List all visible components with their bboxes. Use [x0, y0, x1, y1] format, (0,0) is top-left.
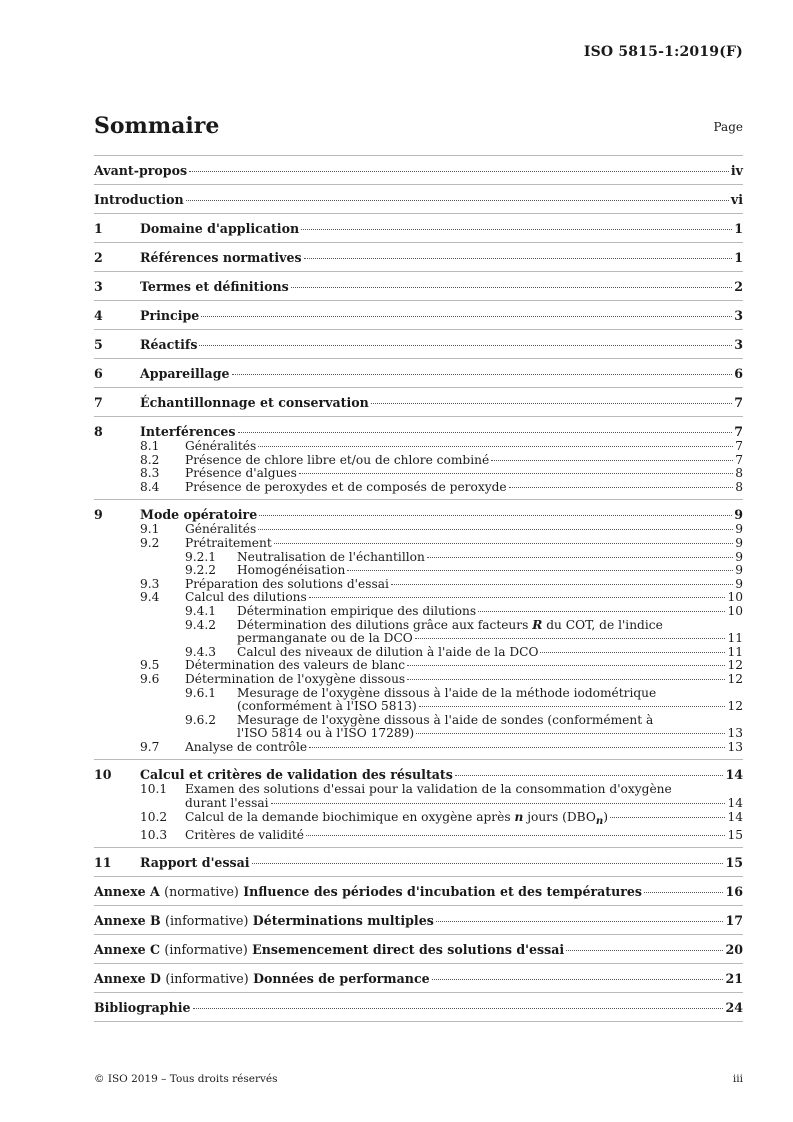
toc-page-number: 9	[735, 563, 743, 578]
toc-section-number: 8	[94, 424, 103, 439]
toc-page-number: 20	[725, 942, 743, 958]
toc-entry-10-1-line1[interactable]: 10.1 Examen des solutions d'essai pour la validation de la consommation d'oxygène	[140, 782, 672, 797]
toc-entry-8-2[interactable]: 8.2 Présence de chlore libre et/ou de chlore combiné 7	[140, 452, 743, 467]
toc-entry-section-1[interactable]: 1 Domaine d'application 1	[94, 221, 743, 236]
toc-section-number: 8.4	[140, 479, 160, 494]
leader-dots	[427, 557, 733, 558]
leader-dots	[455, 775, 724, 776]
divider	[94, 963, 743, 964]
toc-entry-9-6-2-line1[interactable]: 9.6.2 Mesurage de l'oxygène dissous à l'aide de sondes (conformément à	[185, 712, 654, 727]
toc-page-number: 13	[727, 739, 743, 754]
toc-entry-section-7[interactable]: 7 Échantillonnage et conservation 7	[94, 395, 743, 410]
toc-page-number: 14	[725, 767, 743, 783]
toc-page-number: vi	[730, 192, 743, 207]
toc-entry-9-2-2[interactable]: 9.2.2 Homogénéisation 9	[185, 563, 743, 578]
toc-section-number: 3	[94, 279, 103, 294]
divider	[94, 271, 743, 272]
toc-entry-9-6-2-line2[interactable]: l'ISO 5814 ou à l'ISO 17289) 13	[237, 726, 743, 741]
divider	[94, 300, 743, 301]
leader-dots	[238, 432, 733, 433]
toc-entry-annex-d[interactable]: Annexe D (informative) Données de performance 21	[94, 971, 743, 987]
toc-page-number: 14	[727, 796, 743, 811]
toc-entry-9-2[interactable]: 9.2 Prétraitement 9	[140, 535, 743, 550]
toc-entry-9-6[interactable]: 9.6 Détermination de l'oxygène dissous 12	[140, 671, 743, 686]
toc-page-number: 24	[725, 1000, 743, 1016]
divider	[94, 329, 743, 330]
divider	[94, 992, 743, 993]
leader-dots	[299, 473, 733, 474]
leader-dots	[199, 345, 732, 346]
divider	[94, 358, 743, 359]
toc-page-number: 13	[727, 726, 743, 741]
leader-dots	[291, 287, 732, 288]
toc-entry-section-10[interactable]: 10 Calcul et critères de validation des résultats 14	[94, 767, 743, 783]
leader-dots	[415, 638, 726, 639]
footer-page-number: iii	[732, 1073, 743, 1085]
leader-dots	[478, 611, 725, 612]
toc-entry-section-5[interactable]: 5 Réactifs 3	[94, 337, 743, 352]
toc-entry-10-2[interactable]: 10.2 Calcul de la demande biochimique en oxygène après n jours $(DBO_n)$ 14	[140, 809, 743, 828]
toc-section-number: 10	[94, 767, 112, 783]
toc-page-number: 15	[727, 827, 743, 842]
toc-page-number: 12	[727, 671, 743, 686]
toc-entry-10-3[interactable]: 10.3 Critères de validité 15	[140, 827, 743, 842]
toc-section-number: 9.4.2	[185, 617, 217, 632]
toc-entry-9-4-1[interactable]: 9.4.1 Détermination empirique des dilutions 10	[185, 603, 743, 618]
factor-r-symbol: R	[532, 617, 543, 632]
page-column-label: Page	[713, 120, 743, 134]
toc-page-number: 21	[725, 971, 743, 987]
toc-entry-section-8[interactable]: 8 Interférences 7	[94, 424, 743, 439]
toc-page-number: 17	[725, 913, 743, 929]
toc-page-number: 9	[734, 507, 743, 523]
footer-copyright: © ISO 2019 – Tous droits réservés	[94, 1073, 278, 1085]
toc-entry-9-7[interactable]: 9.7 Analyse de contrôle 13	[140, 739, 743, 754]
toc-section-number: 9.1	[140, 522, 160, 537]
toc-entry-annex-c[interactable]: Annexe C (informative) Ensemencement direct des solutions d'essai 20	[94, 942, 743, 958]
toc-page-number: 8	[735, 479, 743, 494]
toc-entry-annex-a[interactable]: Annexe A (normative) Influence des périodes d'incubation et des températures 16	[94, 884, 743, 900]
toc-title: Sommaire	[94, 113, 220, 139]
divider	[94, 759, 743, 760]
toc-entry-section-2[interactable]: 2 Références normatives 1	[94, 250, 743, 265]
toc-section-number: 10.1	[140, 782, 168, 797]
toc-entry-9-4-3[interactable]: 9.4.3 Calcul des niveaux de dilution à l'aide de la DCO 11	[185, 644, 743, 659]
toc-page-number: 7	[735, 439, 743, 453]
leader-dots	[271, 803, 726, 804]
toc-page-number: 11	[727, 631, 743, 646]
toc-entry-9-4-2-line1[interactable]: 9.4.2 Détermination des dilutions grâce aux facteurs R du COT, de l'indice	[185, 617, 663, 632]
toc-page-number: 8	[735, 466, 743, 481]
leader-dots	[491, 460, 733, 461]
document-id: ISO 5815-1:2019(F)	[583, 44, 743, 60]
toc-entry-9-6-1-line1[interactable]: 9.6.1 Mesurage de l'oxygène dissous à l'aide de la méthode iodométrique	[185, 685, 657, 700]
n-subscript: n	[595, 815, 604, 828]
toc-page-number: 16	[725, 884, 743, 900]
toc-page-number: 9	[735, 522, 743, 537]
toc-page-number: 1	[734, 221, 743, 236]
leader-dots	[610, 817, 725, 818]
toc-section-number: 4	[94, 308, 103, 323]
leader-dots	[309, 747, 725, 748]
toc-entry-section-3[interactable]: 3 Termes et définitions 2	[94, 279, 743, 294]
leader-dots	[540, 652, 725, 653]
toc-page-number: 7	[735, 452, 743, 467]
toc-section-number: 8.3	[140, 466, 160, 481]
leader-dots	[304, 258, 733, 259]
leader-dots	[258, 446, 733, 447]
leader-dots	[252, 863, 724, 864]
toc-entry-9-6-1-line2[interactable]: (conformément à l'ISO 5813) 12	[237, 699, 743, 714]
toc-page-number: 11	[727, 644, 743, 659]
toc-section-number: 10.2	[140, 809, 168, 824]
n-symbol: n	[514, 809, 524, 824]
toc-page-number: 10	[727, 590, 743, 605]
toc-section-number: 6	[94, 366, 103, 381]
toc-section-number: 9	[94, 507, 103, 523]
toc-page-number: 7	[734, 424, 743, 439]
divider	[94, 847, 743, 848]
toc-section-number: 9.4.1	[185, 603, 217, 618]
toc-entry-9-4-2-line2[interactable]: permanganate ou de la DCO 11	[237, 631, 743, 646]
leader-dots	[309, 597, 726, 598]
toc-section-number: 9.6.2	[185, 712, 217, 727]
toc-page-number: 9	[735, 535, 743, 550]
toc-page-number: 10	[727, 603, 743, 618]
toc-entry-section-9[interactable]: 9 Mode opératoire 9	[94, 507, 743, 523]
toc-page-number: 3	[734, 308, 743, 323]
toc-page-number: 2	[734, 279, 743, 294]
toc-page-number: 3	[734, 337, 743, 352]
toc-entry-9-4[interactable]: 9.4 Calcul des dilutions 10	[140, 590, 743, 605]
toc-section-number: 7	[94, 395, 103, 410]
toc-section-number: 9.6.1	[185, 685, 217, 700]
toc-page-number: iv	[730, 163, 743, 178]
toc-entry-annex-b[interactable]: Annexe B (informative) Déterminations multiples 17	[94, 913, 743, 929]
toc-section-number: 9.5	[140, 658, 160, 673]
toc-section-number: 2	[94, 250, 103, 265]
toc-section-number: 9.7	[140, 739, 160, 754]
leader-dots	[259, 515, 732, 516]
toc-section-number: 8.2	[140, 452, 160, 467]
leader-dots	[644, 892, 724, 893]
toc-entry-9-2-1[interactable]: 9.2.1 Neutralisation de l'échantillon 9	[185, 549, 743, 564]
leader-dots	[419, 706, 726, 707]
toc-section-number: 9.2.2	[185, 563, 217, 578]
leader-dots	[416, 733, 725, 734]
toc-page-number: 14	[727, 809, 743, 824]
divider	[94, 905, 743, 906]
toc-page-number: 1	[734, 250, 743, 265]
toc-entry-9-5[interactable]: 9.5 Détermination des valeurs de blanc 12	[140, 658, 743, 673]
divider	[94, 387, 743, 388]
toc-section-number: 9.2	[140, 535, 160, 550]
toc-page-number: 7	[734, 395, 743, 410]
divider	[94, 1021, 743, 1022]
toc-page-number: 15	[725, 855, 743, 871]
leader-dots	[432, 979, 724, 980]
toc-page-number: 6	[734, 366, 743, 381]
toc-entry-9-3[interactable]: 9.3 Préparation des solutions d'essai 9	[140, 576, 743, 591]
leader-dots	[566, 950, 723, 951]
toc-section-number: 9.4	[140, 590, 160, 605]
leader-dots	[436, 921, 724, 922]
toc-entry-9-1[interactable]: 9.1 Généralités 9	[140, 522, 743, 537]
toc-entry-section-4[interactable]: 4 Principe 3	[94, 308, 743, 323]
toc-entry-bibliographie[interactable]: Bibliographie 24	[94, 1000, 743, 1016]
toc-section-number: 5	[94, 337, 103, 352]
toc-entry-8-1[interactable]: 8.1 Généralités 7	[140, 439, 743, 453]
toc-page-number: 12	[727, 699, 743, 714]
toc-entry-10-1-line2[interactable]: durant l'essai 14	[185, 796, 743, 811]
toc-page-number: 12	[727, 658, 743, 673]
leader-dots	[232, 374, 733, 375]
toc-section-number: 8.1	[140, 439, 160, 453]
toc-section-number: 9.2.1	[185, 549, 217, 564]
toc-entry-8-4[interactable]: 8.4 Présence de peroxydes et de composés de peroxyde 8	[140, 479, 743, 494]
divider	[94, 213, 743, 214]
toc-section-number: 9.4.3	[185, 644, 217, 659]
leader-dots	[347, 570, 733, 571]
leader-dots	[301, 229, 732, 230]
toc-entry-section-6[interactable]: 6 Appareillage 6	[94, 366, 743, 381]
divider	[94, 242, 743, 243]
leader-dots	[391, 584, 733, 585]
leader-dots	[371, 403, 732, 404]
divider	[94, 184, 743, 185]
leader-dots	[201, 316, 732, 317]
divider	[94, 934, 743, 935]
leader-dots	[306, 835, 726, 836]
leader-dots	[258, 529, 733, 530]
leader-dots	[189, 171, 729, 172]
toc-entry-section-11[interactable]: 11 Rapport d'essai 15	[94, 855, 743, 871]
toc-page-number: 9	[735, 549, 743, 564]
leader-dots	[193, 1008, 724, 1009]
leader-dots	[186, 200, 729, 201]
toc-entry-8-3[interactable]: 8.3 Présence d'algues 8	[140, 466, 743, 481]
divider	[94, 876, 743, 877]
table-of-contents	[94, 155, 743, 1022]
divider	[94, 499, 743, 500]
leader-dots	[509, 487, 734, 488]
toc-section-number: 9.3	[140, 576, 160, 591]
toc-entry-avant-propos[interactable]: Avant-propos iv	[94, 163, 743, 178]
toc-page-number: 9	[735, 576, 743, 591]
toc-section-number: 1	[94, 221, 103, 236]
leader-dots	[407, 665, 725, 666]
toc-section-number: 10.3	[140, 827, 168, 842]
toc-entry-introduction[interactable]: Introduction vi	[94, 192, 743, 207]
leader-dots	[274, 543, 733, 544]
divider	[94, 416, 743, 417]
toc-section-number: 11	[94, 855, 112, 871]
leader-dots	[407, 679, 725, 680]
toc-section-number: 9.6	[140, 671, 160, 686]
divider	[94, 155, 743, 156]
